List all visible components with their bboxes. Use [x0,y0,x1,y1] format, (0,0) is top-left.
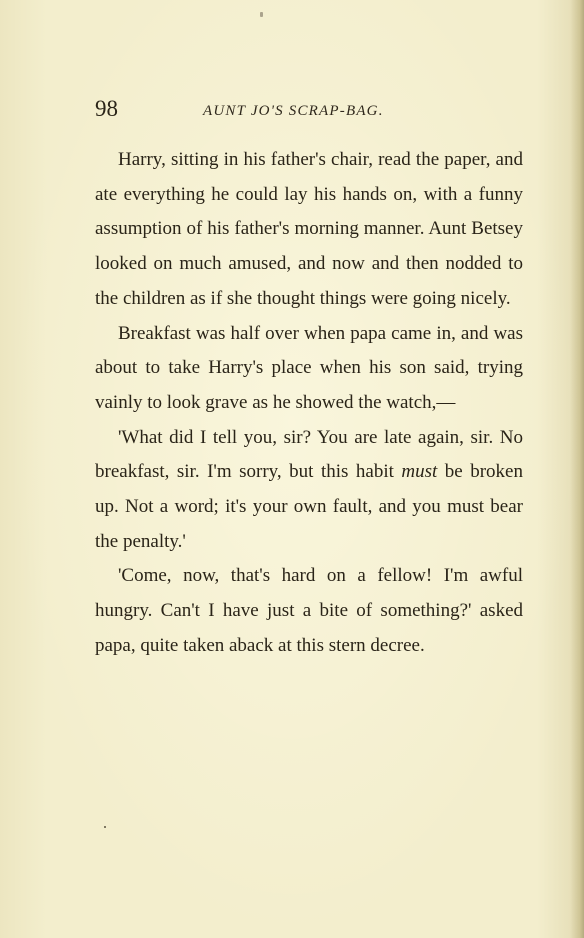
running-title: AUNT JO'S SCRAP-BAG. [203,103,384,119]
paper-speck [260,12,263,17]
page-number: 98 [95,96,118,121]
body-text [95,143,523,664]
paragraph: Harry, sitting in his father's chair, read the paper, and ate everything he could lay his hands on, with a funny assumption of his father's morning manner. Aunt Betsey looked on much amused, and now and then nodded to the children as if she thought things were going nicely. [95,149,523,309]
paragraph [95,421,523,560]
paragraph-text: be broken up. Not a word; it's your own fault, and you must bear the penalty.' [95,461,523,552]
running-head [95,96,525,126]
paragraph: 'Come, now, that's hard on a fellow! I'm awful hungry. Can't I have just a bite of something?' asked papa, quite taken aback at this stern decree. [95,565,523,656]
paragraph-text: 'What did I tell you, sir? You are late again, sir. No breakfast, sir. I'm sorry, but this habit [95,426,523,483]
paragraph: Breakfast was half over when papa came in, and was about to take Harry's place when his son said, trying vainly to look grave as he showed the watch,— [95,322,523,413]
paper-speck [104,826,106,828]
page-edge-shadow [570,0,584,938]
emphasized-word: must [401,461,438,483]
